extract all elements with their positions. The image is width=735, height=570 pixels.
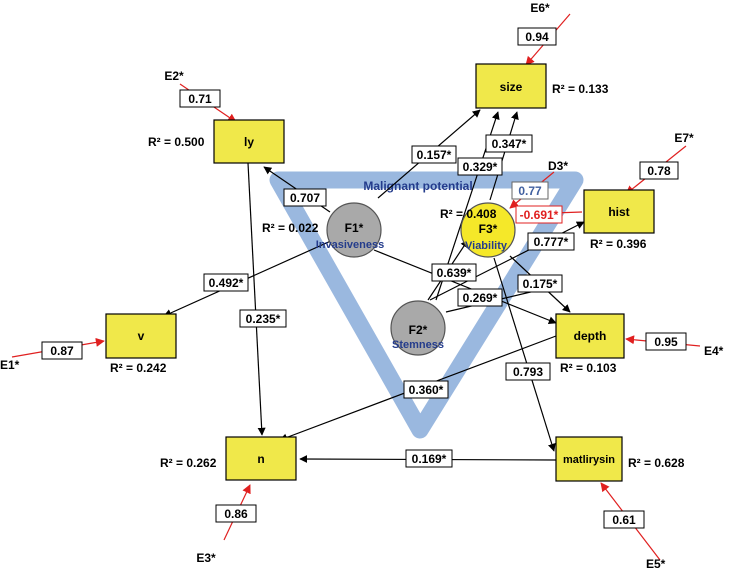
node-matlirysin-r2: R² = 0.628 [628,456,685,470]
coef-f3-size: 0.347* [491,137,527,151]
node-v-label: v [137,329,145,343]
error-e3-label: E3* [196,551,216,565]
node-ly-r2: R² = 0.500 [148,135,205,149]
factor-f1-r2: R² = 0.022 [262,221,319,235]
factor-f3-r2: R² = 0.408 [440,207,497,221]
node-v [106,314,176,358]
coef-depth-n: 0.360* [408,383,444,397]
coef-f1-v: 0.492* [208,276,244,290]
error-e2-value: 0.71 [188,92,212,106]
error-e5-value: 0.61 [612,513,636,527]
coef-f1-size: 0.157* [416,148,452,162]
coef-matlirysin-n: 0.169* [411,452,447,466]
error-e4-label: E4* [704,344,724,358]
node-size [476,64,546,108]
coef-f2-depth: 0.269* [462,291,498,305]
factor-f3-label: F3* [478,222,498,236]
node-n-r2: R² = 0.262 [160,456,217,470]
node-matlirysin-label: matlirysin [563,454,615,466]
coef-f2-size: 0.329* [462,160,498,174]
error-e7-value: 0.78 [647,164,671,178]
node-n [226,437,296,480]
coef-hist-f3: -0.691* [519,208,559,222]
node-n-label: n [257,452,265,466]
node-ly-label: ly [243,135,255,149]
factor-f3-disturbance-value: 0.77 [518,184,542,198]
factor-f3-sub: Viability [465,240,507,252]
factor-f3-disturbance-label: D3* [548,159,569,173]
error-e7 [640,131,694,179]
coef-ly-n: 0.235* [245,312,281,326]
coef-f3-hist: 0.777* [533,235,569,249]
error-e6-label: E6* [530,1,550,15]
error-e5-label: E5* [646,557,666,570]
coef-f1-depth: 0.639* [436,266,472,280]
node-hist-r2: R² = 0.396 [590,237,647,251]
node-depth [556,314,624,358]
factor-f2-sub: Stemness [392,339,444,351]
triangle-label: Malignant potential [363,179,473,193]
factor-f2 [391,301,445,355]
error-e4 [646,333,724,358]
factor-f2-label: F2* [408,323,428,337]
node-depth-r2: R² = 0.103 [560,361,617,375]
node-hist [584,190,654,233]
error-e2-label: E2* [164,69,184,83]
node-size-label: size [499,80,523,94]
error-e1-value: 0.87 [50,344,74,358]
error-e6 [518,1,556,45]
node-hist-label: hist [608,205,630,219]
coef-f3-depth: 0.175* [522,277,558,291]
factor-f1-label: F1* [344,221,364,235]
node-depth-label: depth [573,329,607,343]
factor-f1 [316,203,385,257]
error-e3-value: 0.86 [224,507,248,521]
node-v-r2: R² = 0.242 [110,361,167,375]
error-e5 [604,511,666,570]
error-e6-value: 0.94 [525,30,549,44]
node-matlirysin [556,437,622,481]
path-ly-n [248,163,262,435]
coef-f3-matlirysin: 0.793 [512,365,544,379]
error-e1-label: E1* [0,358,20,372]
coef-f1-ly: 0.707 [289,191,321,205]
error-e2 [164,69,220,107]
node-ly [214,120,284,163]
error-e7-label: E7* [674,131,694,145]
node-size-r2: R² = 0.133 [552,82,609,96]
factor-f1-sub: Invasiveness [315,239,385,251]
error-e4-value: 0.95 [654,335,678,349]
